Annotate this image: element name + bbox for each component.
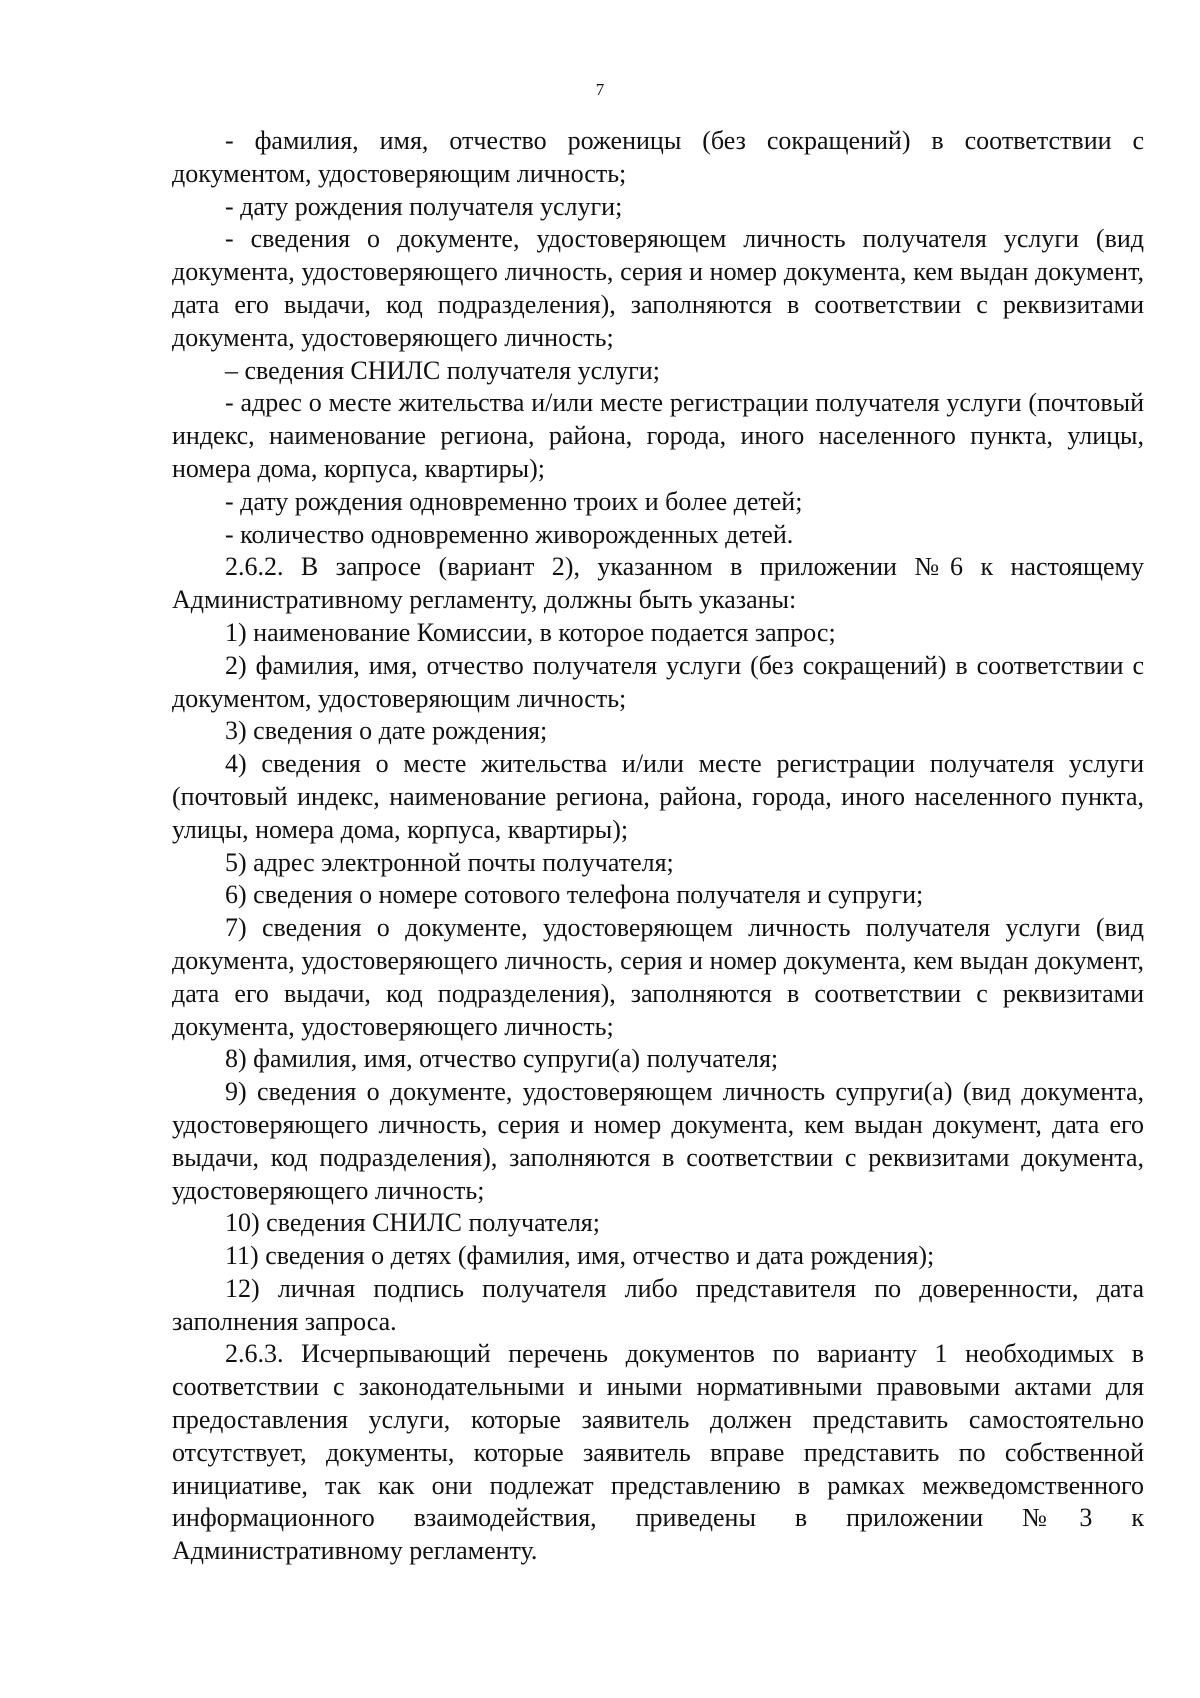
list-item-7: 7) сведения о документе, удостоверяющем личность получателя услуги (вид документа, удостоверяющего личность, серия и номер документа, кем выдан документ, дата его выдачи, код подразделения), заполняются в соответствии с реквизитами документа, удостоверяющего личность; (172, 913, 1144, 1041)
list-item-8: 8) фамилия, имя, отчество супруги(а) получателя; (225, 1044, 779, 1074)
paragraph-snils: – сведения СНИЛС получателя услуги; (225, 355, 660, 385)
paragraph-identity-document: - сведения о документе, удостоверяющем личность получателя услуги (вид документа, удостоверяющего личность, серия и номер документа, кем выдан документ, дата его выдачи, код подразделения), заполняются в соответствии с реквизитами документа, удостоверяющего личность; (172, 224, 1144, 352)
list-item-4: 4) сведения о месте жительства и/или месте регистрации получателя услуги (почтовый индекс, наименование региона, района, города, иного населенного пункта, улицы, номера дома, корпуса, квартиры); (172, 749, 1144, 844)
list-item-1: 1) наименование Комиссии, в которое подается запрос; (225, 617, 836, 647)
list-item-5: 5) адрес электронной почты получателя; (225, 847, 674, 877)
paragraph-children-count: - количество одновременно живорожденных детей. (225, 519, 794, 549)
paragraph-children-birth-date: - дату рождения одновременно троих и более детей; (225, 486, 803, 516)
list-item-6: 6) сведения о номере сотового телефона получателя и супруги; (225, 880, 924, 910)
document-body (172, 125, 1144, 1568)
list-item-9: 9) сведения о документе, удостоверяющем личность супруги(а) (вид документа, удостоверяющего личность, серия и номер документа, кем выдан документ, дата его выдачи, код подразделения), заполняются в соответствии с реквизитами документа, удостоверяющего личность; (172, 1077, 1144, 1205)
page-number: 7 (595, 80, 605, 99)
paragraph-section-2-6-2: 2.6.2. В запросе (вариант 2), указанном в приложении №6 к настоящему Административному регламенту, должны быть указаны: (172, 552, 1144, 615)
list-item-2: 2) фамилия, имя, отчество получателя услуги (без сокращений) в соответствии с документом, удостоверяющим личность; (172, 650, 1144, 713)
list-item-12: 12) личная подпись получателя либо представителя по доверенности, дата заполнения запроса. (172, 1273, 1144, 1336)
list-item-3: 3) сведения о дате рождения; (225, 716, 548, 746)
paragraph-mother-name: - фамилия, имя, отчество роженицы (без сокращений) в соответствии с документом, удостоверяющим личность; (172, 126, 1144, 188)
paragraph-section-2-6-3: 2.6.3. Исчерпывающий перечень документов по варианту 1 необходимых в соответствии с законодательными и иными нормативными правовыми актами для предоставления услуги, которые заявитель должен представить самостоятельно отсутствует, документы, которые заявитель вправе представить по собственной инициативе, так как они подлежат представлению в рамках межведомственного информационного взаимодействия, приведены в приложении №3 к Административному регламенту. (172, 1339, 1144, 1566)
list-item-11: 11) сведения о детях (фамилия, имя, отчество и дата рождения); (225, 1241, 935, 1271)
paragraph-birth-date: - дату рождения получателя услуги; (225, 191, 623, 221)
paragraph-address: - адрес о месте жительства и/или месте регистрации получателя услуги (почтовый индекс, наименование региона, района, города, иного населенного пункта, улицы, номера дома, корпуса, квартиры); (172, 388, 1144, 483)
list-item-10: 10) сведения СНИЛС получателя; (225, 1208, 600, 1238)
